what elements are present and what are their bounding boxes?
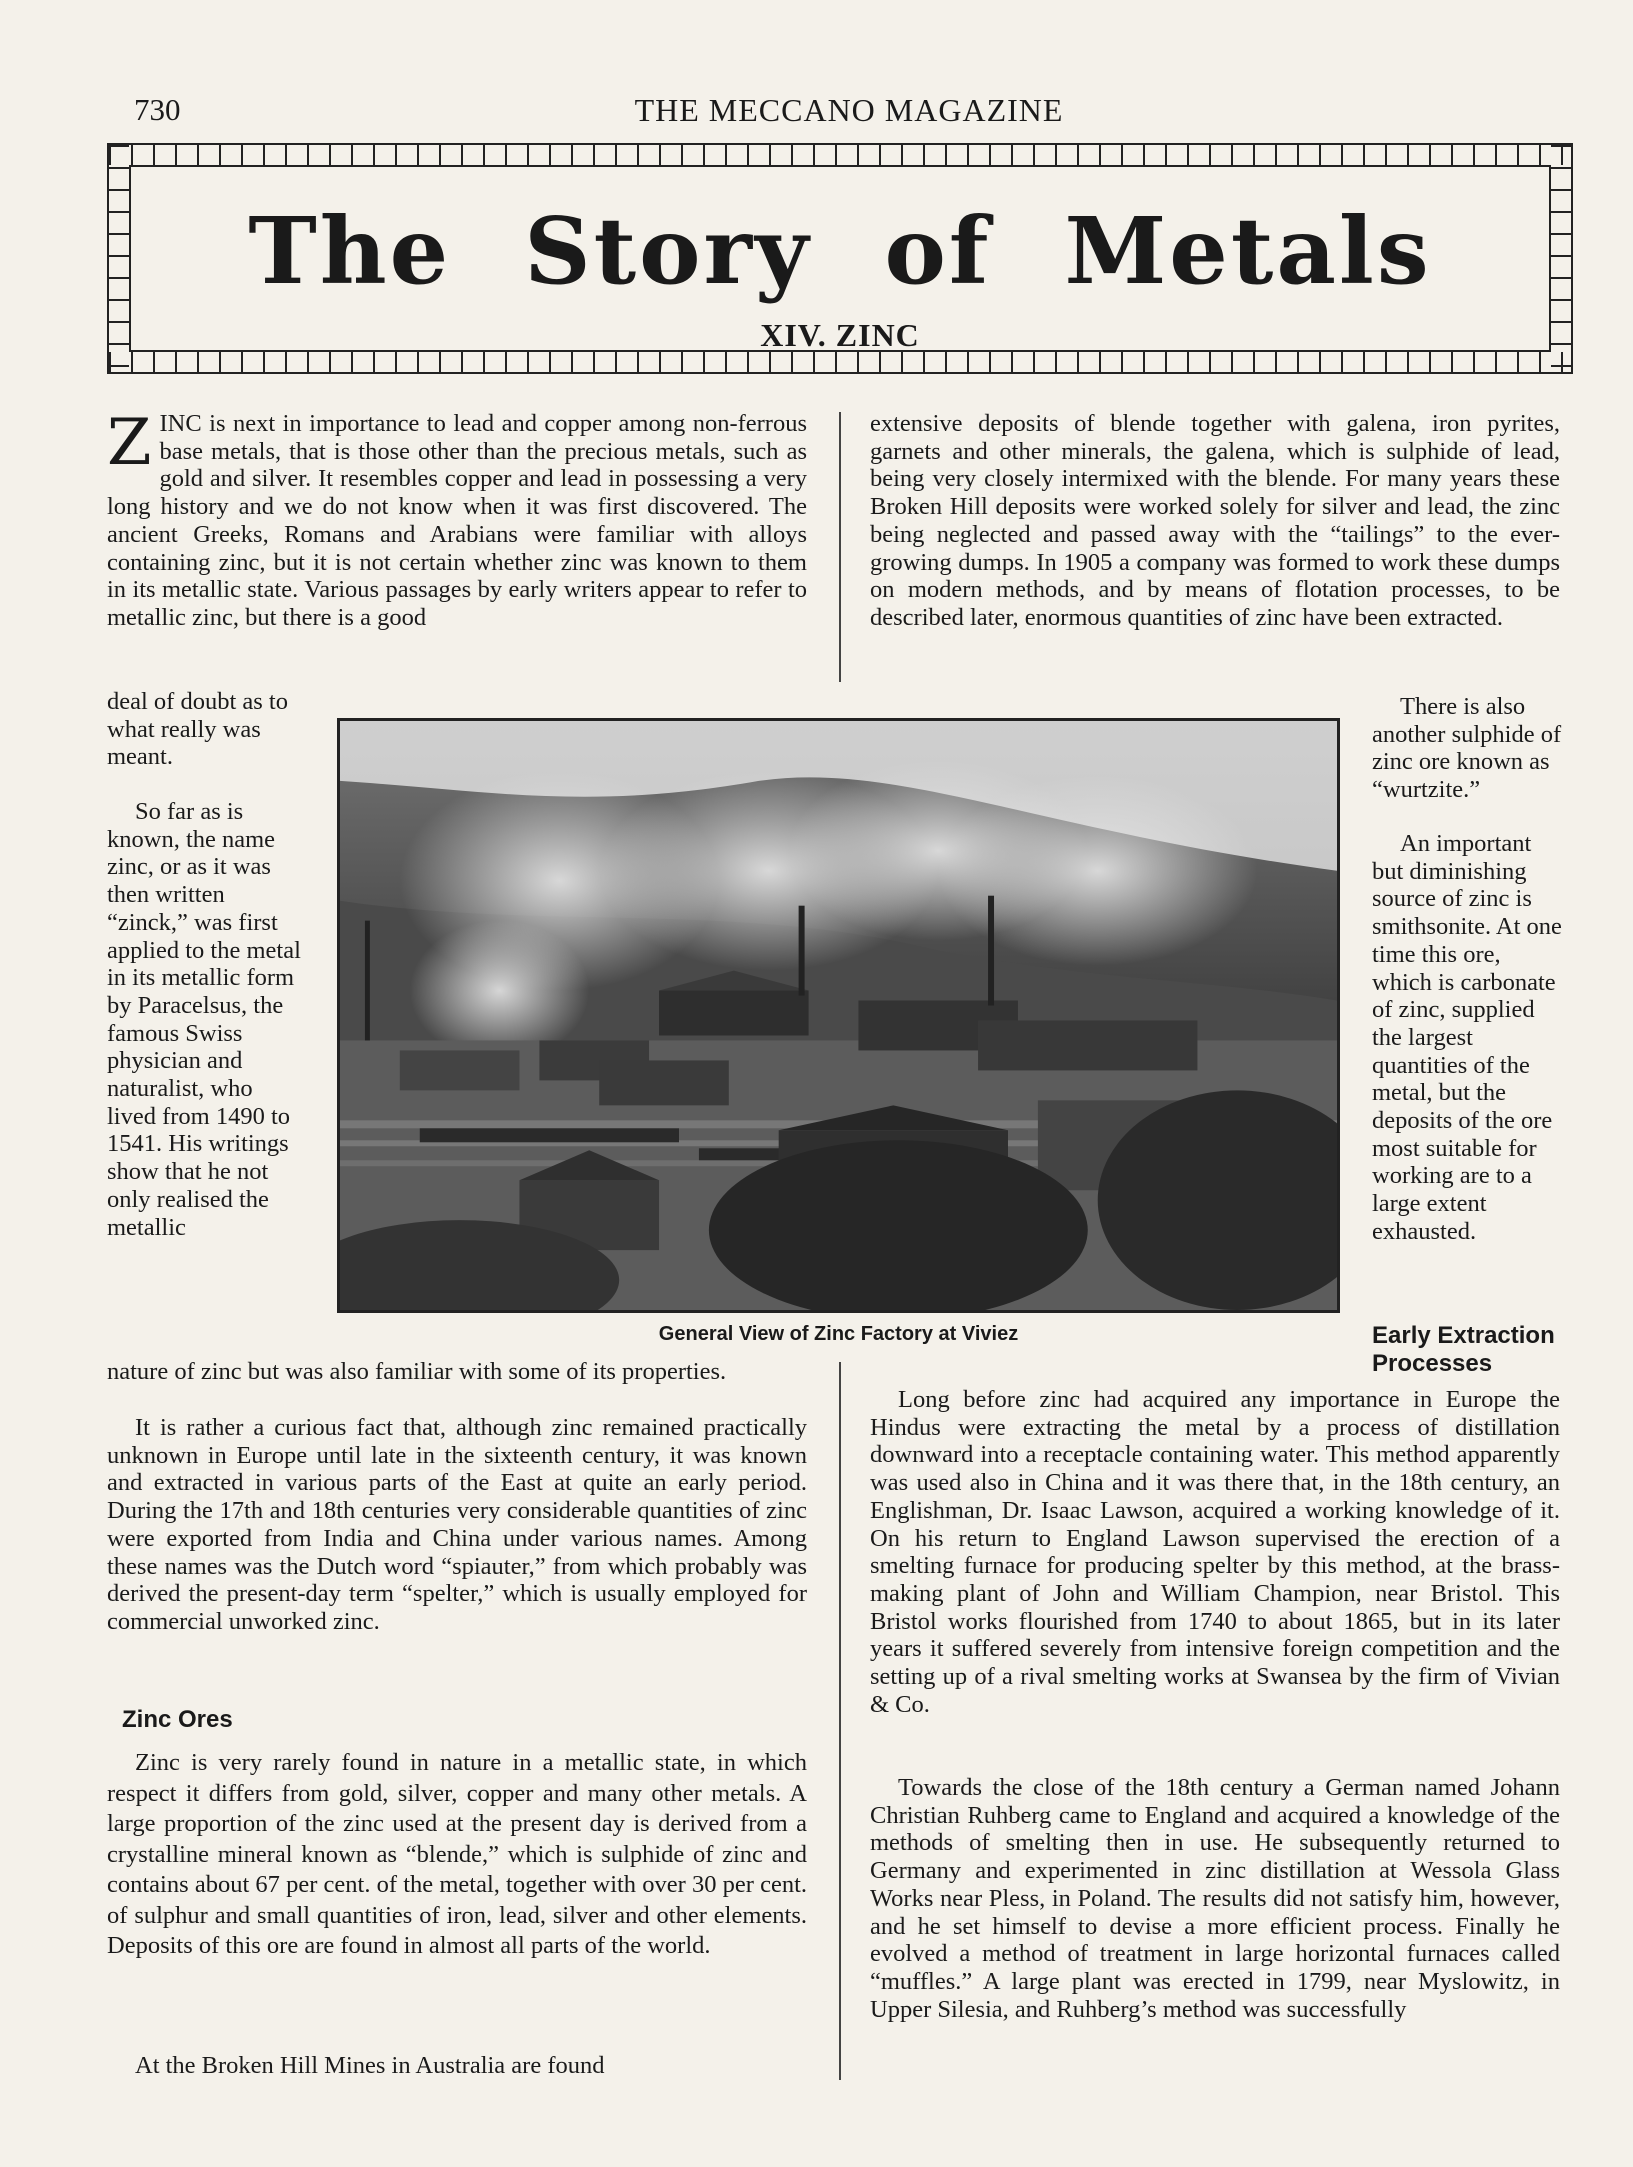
paragraph-hindus: Long before zinc had acquired any importance in Europe the Hindus were extracting the metal by a process of distillation downward into a receptacle containing water. This method apparently was used also in China and it was there that, in the 18th century, an Englishman, Dr. Isaac Lawson, acquired a working knowledge of it. On his return to England Lawson supervised the erection of a smelting furnace for producing spelter by this method, at the brass-making plant of John and William Champion, near Bristol. This Bristol works flourished from 1740 to about 1865, but in its later years it suffered severely from intensive foreign competition and the setting up of a rival smelting works at Swansea by the firm of Vivian & Co. <box>870 1386 1560 1718</box>
paragraph-paracelsus-cont: nature of zinc but was also familiar with some of its properties. <box>107 1358 727 1385</box>
column-rule-top <box>839 412 841 682</box>
paragraph-ores: Zinc is very rarely found in nature in a metallic state, in which respect it differs from gold, silver, copper and many other metals. A large proportion of the zinc used at the present day is derived from a crystalline mineral known as “blende,” which is sulphide of zinc and contains about 67 per cent. of the metal, together with over 30 per cent. of sulphur and small quantities of iron, lead, silver and other elements. Deposits of this ore are found in almost all parts of the world. <box>107 1749 807 1959</box>
paragraph-blende-deposits: extensive deposits of blende together with galena, iron pyrites, garnets and other minerals, the galena, which is sulphide of lead, being very closely intermixed with the blende. For many years these Broken Hill deposits were worked solely for silver and lead, the zinc being neglected and passed away with the “tailings” to the ever-growing dumps. In 1905 a company was formed to work these dumps on modern methods, and by means of flotation processes, to be described later, enormous quantities of zinc have been extracted. <box>870 410 1560 631</box>
article-title: The Story of Metals <box>248 197 1432 305</box>
running-header <box>134 92 1564 136</box>
paragraph-east: It is rather a curious fact that, although zinc remained practically unknown in Europe until late in the sixteenth century, it was known and extracted in various parts of the East at quite an early period. During the 17th and 18th centuries very considerable quantities of zinc were exported from India and China under various names. Among these names was the Dutch word “spiauter,” from which probably was derived the present-day term “spelter,” which is usually employed for commercial unworked zinc. <box>107 1414 807 1635</box>
factory-photograph <box>337 718 1340 1313</box>
paragraph-ruhberg: Towards the close of the 18th century a German named Johann Christian Ruhberg came to England and acquired a knowledge of the methods of smelting then in use. He subsequently returned to Germany and experimented in zinc distillation at Wessola Glass Works near Pless, in Poland. The results did not satisfy him, however, and he set himself to devise a more efficient process. Finally he evolved a method of treatment in large horizontal furnaces called “muffles.” A large plant was erected in 1799, near Myslowitz, in Upper Silesia, and Ruhberg’s method was successfully <box>870 1774 1560 2023</box>
paragraph-intro-narrow: deal of doubt as to what really was meant. <box>107 688 288 771</box>
heading-zinc-ores: Zinc Ores <box>122 1706 233 1733</box>
drop-cap: Z <box>107 406 152 480</box>
paragraph-smithsonite: An important but diminishing source of zinc is smithsonite. At one time this ore, which is carbonate of zinc, supplied the largest quantities of the metal, but the deposits of the ore most suitable for working are to a large extent exhausted. <box>1372 830 1562 1245</box>
column-rule-bottom <box>839 1362 841 2080</box>
paragraph-wurtzite: There is also another sulphide of zinc ore known as “wurtzite.” <box>1372 693 1562 804</box>
paragraph-broken-hill: At the Broken Hill Mines in Australia are found <box>135 2052 605 2079</box>
photo-caption: General View of Zinc Factory at Viviez <box>658 1323 1019 1345</box>
paragraph-paracelsus: So far as is known, the name zinc, or as it was then written “zinck,” was first applied to the metal in its metallic form by Paracelsus, the famous Swiss physician and naturalist, who lived from 1490 to 1541. His writings show that he not only realised the metallic <box>107 798 301 1241</box>
heading-early-extraction: Early Extraction Processes <box>1372 1322 1555 1377</box>
title-box <box>107 143 1573 374</box>
magazine-title: THE MECCANO MAGAZINE <box>634 92 1064 128</box>
article-subtitle: XIV. ZINC <box>760 317 920 353</box>
title-box-inner <box>129 165 1551 352</box>
page-number: 730 <box>134 92 181 127</box>
paragraph-intro-text: INC is next in importance to lead and copper among non-ferrous base metals, that is those other than the precious metals, such as gold and silver. It resembles copper and lead in possessing a very long history and we do not know when it was first discovered. The ancient Greeks, Romans and Arabians were familiar with alloys containing zinc, but it is not certain whether zinc was known to them in its metallic state. Various passages by early writers appear to refer to metallic zinc, but there is a good <box>107 410 807 631</box>
paragraph-intro <box>107 406 807 632</box>
